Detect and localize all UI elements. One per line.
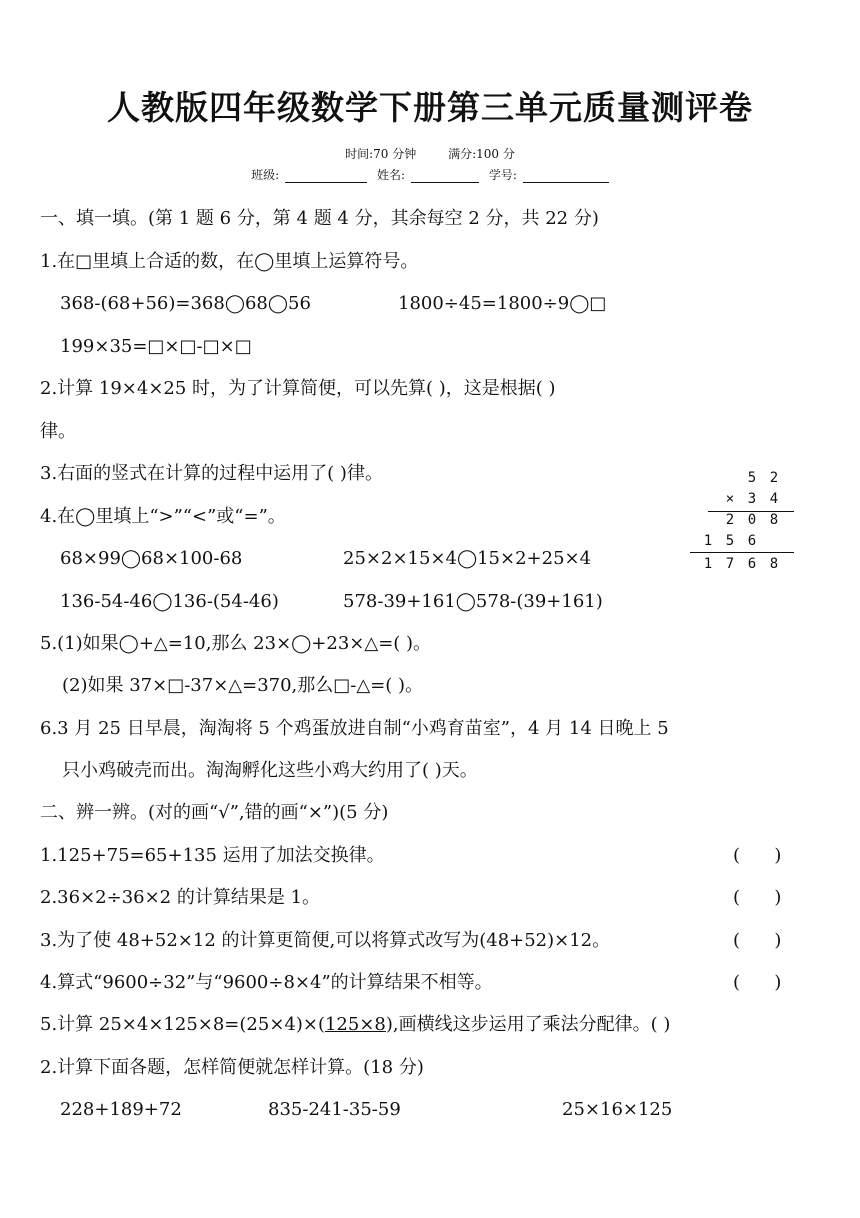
q3: 3.右面的竖式在计算的过程中运用了( )律。 bbox=[40, 463, 383, 484]
calc-expr-a: 228+189+72 bbox=[60, 1099, 182, 1120]
full-score: 满分:100 分 bbox=[448, 147, 515, 161]
id-label: 学号: bbox=[488, 168, 517, 182]
section2-header: 二、辨一辨。(对的画“√”,错的画“×”)(5 分) bbox=[40, 802, 389, 823]
digit: 5 bbox=[747, 470, 757, 486]
name-blank[interactable] bbox=[411, 169, 479, 183]
id-blank[interactable] bbox=[523, 169, 609, 183]
class-blank[interactable] bbox=[285, 169, 367, 183]
vert-row-2 bbox=[690, 491, 795, 512]
item5-underlined: 125×8 bbox=[324, 1014, 386, 1035]
digit: 8 bbox=[769, 556, 779, 572]
q4-stem: 4.在◯里填上“>”“<”或“=”。 bbox=[40, 506, 286, 527]
vert-row-3 bbox=[690, 512, 795, 533]
q4-expr-d: 578-39+161◯578-(39+161) bbox=[343, 591, 603, 612]
digit: 1 bbox=[703, 556, 713, 572]
time-limit: 时间:70 分钟 bbox=[345, 147, 417, 161]
q5-part2: (2)如果 37×□-37×△=370,那么□-△=( )。 bbox=[62, 675, 424, 696]
page-title: 人教版四年级数学下册第三单元质量测评卷 bbox=[107, 88, 753, 127]
q4-expr-b: 25×2×15×4◯15×2+25×4 bbox=[343, 548, 592, 569]
answer-paren[interactable]: ( ) bbox=[733, 887, 782, 908]
judge-item-5 bbox=[40, 1013, 670, 1037]
section1-header: 一、填一填。(第 1 题 6 分，第 4 题 4 分，其余每空 2 分，共 22 分) bbox=[40, 208, 599, 229]
digit: 4 bbox=[769, 491, 779, 507]
q4-expr-c: 136-54-46◯136-(54-46) bbox=[60, 591, 279, 612]
judge-item-2: 2.36×2÷36×2 的计算结果是 1。 bbox=[40, 887, 321, 908]
digit: 8 bbox=[769, 512, 779, 528]
digit: 0 bbox=[747, 512, 757, 528]
digit: 6 bbox=[747, 556, 757, 572]
calc-expr-c: 25×16×125 bbox=[562, 1099, 673, 1120]
answer-paren[interactable]: ( ) bbox=[733, 930, 782, 951]
vert-row-5 bbox=[690, 556, 795, 577]
vert-rule-2 bbox=[690, 552, 794, 553]
student-info bbox=[0, 166, 860, 183]
judge-item-4: 4.算式“9600÷32”与“9600÷8×4”的计算结果不相等。 bbox=[40, 972, 493, 993]
digit: 6 bbox=[747, 533, 757, 549]
q6-line2: 只小鸡破壳而出。淘淘孵化这些小鸡大约用了( )天。 bbox=[62, 760, 478, 781]
exam-meta-time-score bbox=[0, 145, 860, 162]
vert-row-1 bbox=[690, 470, 795, 491]
judge-item-1: 1.125+75=65+135 运用了加法交换律。 bbox=[40, 845, 385, 866]
times-sign: × bbox=[725, 491, 735, 507]
class-label: 班级: bbox=[251, 168, 280, 182]
digit: 2 bbox=[725, 512, 735, 528]
vert-row-4 bbox=[690, 533, 795, 554]
digit: 2 bbox=[769, 470, 779, 486]
q1-expr-b: 1800÷45=1800÷9◯□ bbox=[398, 293, 607, 314]
q1-stem: 1.在□里填上合适的数，在◯里填上运算符号。 bbox=[40, 251, 419, 272]
digit: 3 bbox=[747, 491, 757, 507]
item5-text-pre: 5.计算 25×4×125×8=(25×4)×( bbox=[40, 1014, 325, 1035]
digit: 7 bbox=[725, 556, 735, 572]
vertical-multiplication bbox=[690, 470, 795, 577]
q1-expr-c: 199×35=□×□-□×□ bbox=[60, 336, 252, 357]
q5-part1: 5.(1)如果◯+△=10,那么 23×◯+23×△=( )。 bbox=[40, 633, 432, 654]
q1-expr-a: 368-(68+56)=368◯68◯56 bbox=[60, 293, 311, 314]
q2-line1: 2.计算 19×4×25 时，为了计算简便，可以先算( )，这是根据( ) bbox=[40, 378, 556, 399]
digit: 5 bbox=[725, 533, 735, 549]
judge-item-3: 3.为了使 48+52×12 的计算更简便,可以将算式改写为(48+52)×12。 bbox=[40, 930, 611, 951]
answer-paren[interactable]: ( ) bbox=[733, 972, 782, 993]
digit: 1 bbox=[703, 533, 713, 549]
name-label: 姓名: bbox=[376, 168, 406, 182]
section3-header: 2.计算下面各题，怎样简便就怎样计算。(18 分) bbox=[40, 1057, 424, 1078]
item5-text-post: ),画横线这步运用了乘法分配律。( ) bbox=[385, 1014, 671, 1035]
calc-expr-b: 835-241-35-59 bbox=[268, 1099, 401, 1120]
q2-line2: 律。 bbox=[40, 421, 76, 442]
q6-line1: 6.3 月 25 日早晨，淘淘将 5 个鸡蛋放进自制“小鸡育苗室”，4 月 14 日晚上 5 bbox=[40, 718, 669, 739]
q4-expr-a: 68×99◯68×100-68 bbox=[60, 548, 243, 569]
answer-paren[interactable]: ( ) bbox=[733, 845, 782, 866]
